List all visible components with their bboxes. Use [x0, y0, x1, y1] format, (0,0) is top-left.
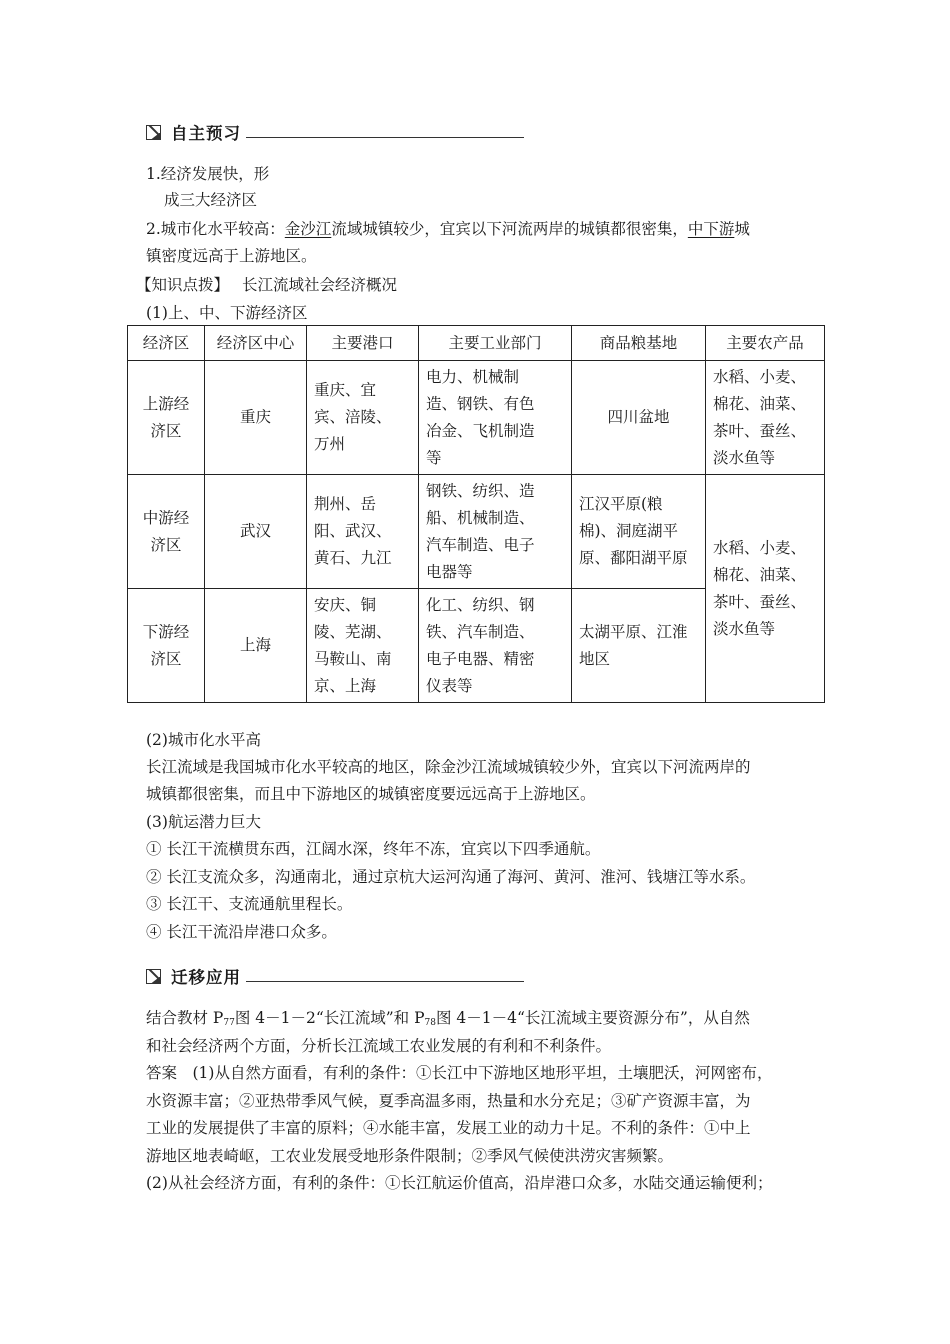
cell-region: 上游经 济区: [128, 361, 205, 475]
cell-industry: 钢铁、纺织、造 船、机械制造、 汽车制造、电子 电器等: [419, 475, 572, 589]
cell-agri: 水稻、小麦、 棉花、油菜、 茶叶、蚕丝、 淡水鱼等: [706, 475, 825, 703]
cell-center: 重庆: [205, 361, 307, 475]
table-header-row: [128, 326, 825, 361]
cell-grain: 江汉平原(粮 棉)、洞庭湖平 原、鄱阳湖平原: [572, 475, 706, 589]
list-item: ① 长江干流横贯东西，江阔水深，终年不冻，宜宾以下四季通航。: [146, 840, 601, 858]
header-cell: 主要港口: [307, 326, 419, 361]
text-run: 城: [734, 220, 750, 238]
section-marker-icon: [146, 969, 161, 984]
section-header-apply: [146, 964, 241, 988]
answer-line: 工业的发展提供了丰富的原料；④水能丰富，发展工业的动力十足。不利的条件：①中上: [146, 1119, 751, 1137]
subheading-1: (1)上、中、下游经济区: [146, 304, 308, 322]
section-header-preview: [146, 120, 241, 144]
section-marker-icon: [146, 125, 161, 140]
header-cell: 主要农产品: [706, 326, 825, 361]
page-subscript: 78: [424, 1018, 436, 1028]
list-item: ② 长江支流众多，沟通南北，通过京杭大运河沟通了海河、黄河、淮河、钱塘江等水系。: [146, 868, 756, 886]
answer-line: 水资源丰富；②亚热带季风气候，夏季高温多雨，热量和水分充足；③矿产资源丰富，为: [146, 1092, 751, 1110]
cell-grain: 太湖平原、江淮 地区: [572, 589, 706, 703]
section-title: 迁移应用: [171, 968, 241, 987]
preview-line-4: 镇密度远高于上游地区。: [146, 247, 317, 265]
question-line: [146, 1007, 750, 1034]
header-cell: 经济区中心: [205, 326, 307, 361]
answer-line: 答案 (1)从自然方面看，有利的条件：①长江中下游地区地形平坦，土壤肥沃，河网密布，: [146, 1064, 773, 1082]
knowledge-title: 长江流域社会经济概况: [241, 276, 397, 294]
economic-regions-table: [127, 325, 825, 703]
cell-agri: 水稻、小麦、 棉花、油菜、 茶叶、蚕丝、 淡水鱼等: [706, 361, 825, 475]
answer-line: (2)从社会经济方面，有利的条件：①长江航运价值高，沿岸港口众多，水陆交通运输便利；: [146, 1174, 773, 1192]
table-row: [128, 475, 825, 589]
text-run: 流域城镇较少，宜宾以下河流两岸的城镇都很密集，: [331, 220, 688, 238]
text-run: 图 4－1－4“长江流域主要资源分布”，从自然: [435, 1009, 750, 1027]
subheading-2: (2)城市化水平高: [146, 731, 261, 749]
cell-center: 上海: [205, 589, 307, 703]
cell-grain: 四川盆地: [572, 361, 706, 475]
question-line: 和社会经济两个方面，分析长江流域工农业发展的有利和不利条件。: [146, 1037, 612, 1055]
cell-center: 武汉: [205, 475, 307, 589]
table-row: [128, 361, 825, 475]
paragraph-line: 城镇都很密集，而且中下游地区的城镇密度要远远高于上游地区。: [146, 785, 596, 803]
preview-line-3: [146, 218, 750, 240]
knowledge-heading: [136, 274, 397, 296]
paragraph-line: 长江流域是我国城市化水平较高的地区，除金沙江流域城镇较少外，宜宾以下河流两岸的: [146, 758, 751, 776]
text-run: 2.城市化水平较高：: [146, 220, 285, 238]
text-run: 结合教材 P: [146, 1009, 224, 1027]
list-item: ③ 长江干、支流通航里程长。: [146, 895, 353, 913]
cell-ports: 安庆、铜 陵、芜湖、 马鞍山、南 京、上海: [307, 589, 419, 703]
answer-line: 游地区地表崎岖，工农业发展受地形条件限制；②季风气候使洪涝灾害频繁。: [146, 1147, 674, 1165]
header-cell: 主要工业部门: [419, 326, 572, 361]
section-rule: [246, 137, 524, 138]
preview-line-1: 1.经济发展快，形: [146, 165, 270, 183]
header-cell: 商品粮基地: [572, 326, 706, 361]
section-rule: [246, 981, 524, 982]
section-title: 自主预习: [171, 124, 241, 143]
cell-ports: 重庆、宜 宾、涪陵、 万州: [307, 361, 419, 475]
preview-line-2: 成三大经济区: [164, 191, 258, 209]
cell-ports: 荆州、岳 阳、武汉、 黄石、九江: [307, 475, 419, 589]
cell-region: 下游经 济区: [128, 589, 205, 703]
list-item: ④ 长江干流沿岸港口众多。: [146, 923, 337, 941]
cell-industry: 电力、机械制 造、钢铁、有色 冶金、飞机制造 等: [419, 361, 572, 475]
page-subscript: 77: [223, 1018, 235, 1028]
cell-industry: 化工、纺织、钢 铁、汽车制造、 电子电器、精密 仪表等: [419, 589, 572, 703]
cell-region: 中游经 济区: [128, 475, 205, 589]
underlined-answer: 中下游: [687, 220, 735, 238]
underlined-answer: 金沙江: [284, 220, 332, 238]
header-cell: 经济区: [128, 326, 205, 361]
subheading-3: (3)航运潜力巨大: [146, 813, 261, 831]
text-run: 图 4－1－2“长江流域”和 P: [234, 1009, 425, 1027]
knowledge-tag: 【知识点拨】: [136, 276, 230, 294]
